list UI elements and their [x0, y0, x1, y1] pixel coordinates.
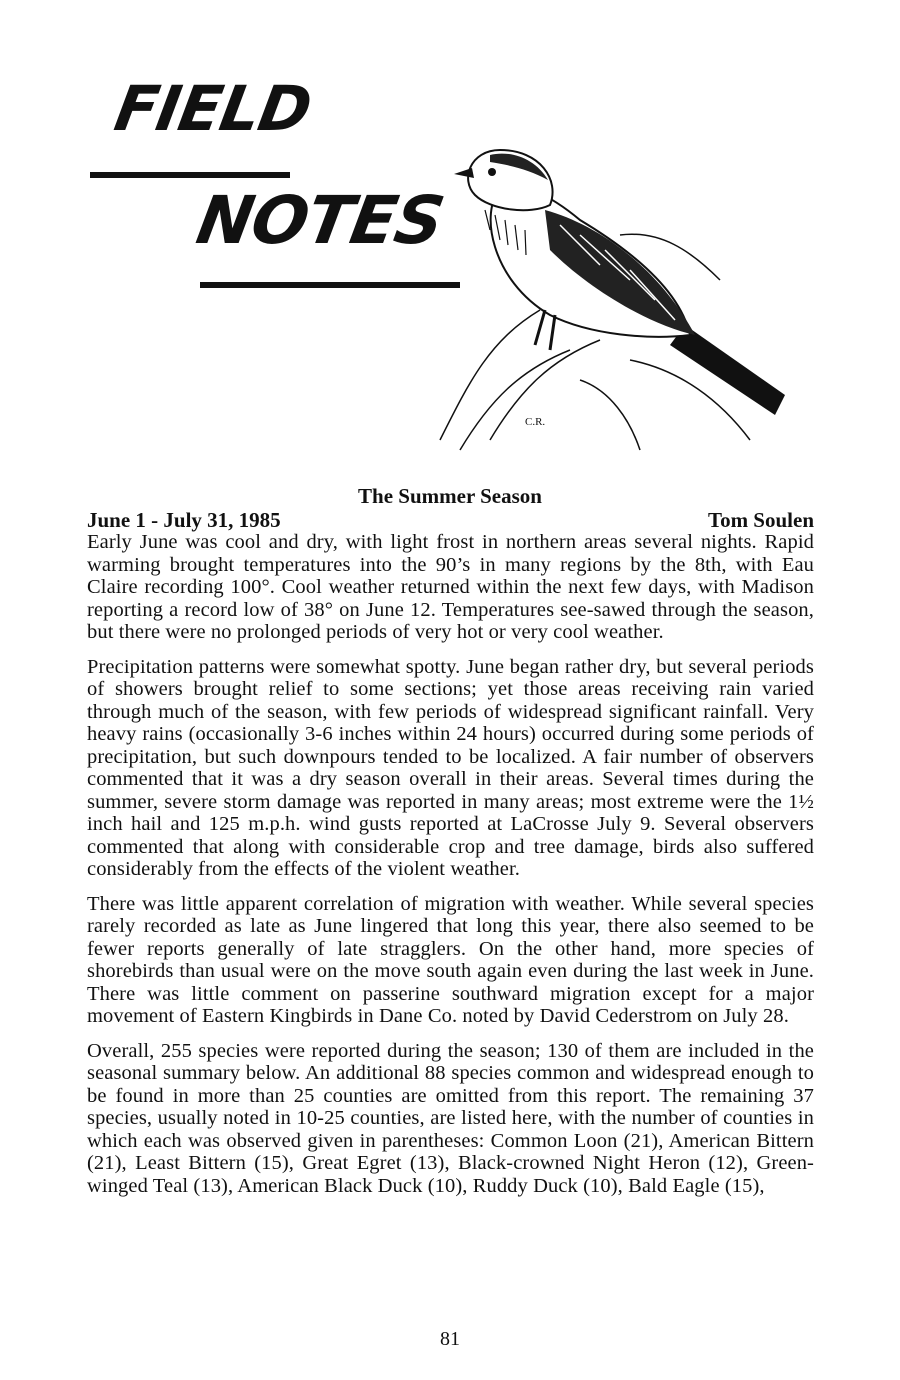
article-dateline [87, 508, 814, 532]
masthead-rule-lower [200, 282, 460, 288]
sparrow-illustration [430, 140, 810, 460]
article-title: The Summer Season [358, 484, 542, 508]
masthead-title-notes: NOTES [191, 182, 449, 259]
sparrow-beak [454, 168, 474, 178]
article-paragraph: Early June was cool and dry, with light frost in northern areas several nights. Rapid warming brought temperatures into the 90’s in many regions by the 8th, with Eau Claire recording 100°. Cool weather returned within the next few days, with Madison reporting a record low of 38° on June 12. Temperatures see-sawed through the season, but there were no prolonged periods of very hot or very cool weather. [87, 531, 814, 643]
artist-signature: C.R. [525, 416, 546, 428]
date-range: June 1 - July 31, 1985 [87, 508, 281, 532]
masthead [80, 70, 480, 300]
article-paragraph: Overall, 255 species were reported during the season; 130 of them are included in the seasonal summary below. An additional 88 species common and widespread enough to be found in more than 25 counties are omitted from this report. The remaining 37 species, usually noted in 10-25 counties, are listed here, with the number of counties in which each was observed given in parentheses: Common Loon (21), American Bittern (21), Least Bittern (15), Great Egret (13), Black-crowned Night Heron (12), Green-winged Teal (13), American Black Duck (10), Ruddy Duck (10), Bald Eagle (15), [87, 1039, 814, 1197]
author-name: Tom Soulen [707, 508, 814, 532]
sparrow-tail [670, 325, 785, 415]
masthead-rule-upper [90, 172, 290, 178]
article-paragraph: There was little apparent correlation of migration with weather. While several species rarely recorded as late as June lingered that long this year, there also seemed to be fewer reports generally of late stragglers. On the other hand, more species of shorebirds than usual were on the move south again even during the last week in June. There was little comment on passerine southward migration except for a major movement of Eastern Kingbirds in Dane Co. noted by David Cederstrom on July 28. [87, 892, 814, 1027]
sparrow-eye [488, 168, 496, 176]
article-paragraph: Precipitation patterns were somewhat spotty. June began rather dry, but several periods of showers brought relief to some sections; yet those areas receiving rain varied through much of the season, with few periods of widespread significant rainfall. Very heavy rains (occasionally 3-6 inches within 24 hours) occurred during some periods of precipitation, but such downpours tended to be localized. A fair number of observers commented that it was a dry season overall in their areas. Several times during the summer, severe storm damage was reported in many areas; most extreme were the 1½ inch hail and 125 m.p.h. wind gusts reported at LaCrosse July 9. Several observers commented that along with considerable crop and tree damage, birds also suffered considerably from the effects of the violent weather. [87, 655, 814, 880]
article-body [87, 531, 814, 1209]
masthead-title-field: FIELD [109, 72, 317, 145]
page-number: 81 [440, 1328, 460, 1350]
grass-blade [580, 380, 640, 450]
